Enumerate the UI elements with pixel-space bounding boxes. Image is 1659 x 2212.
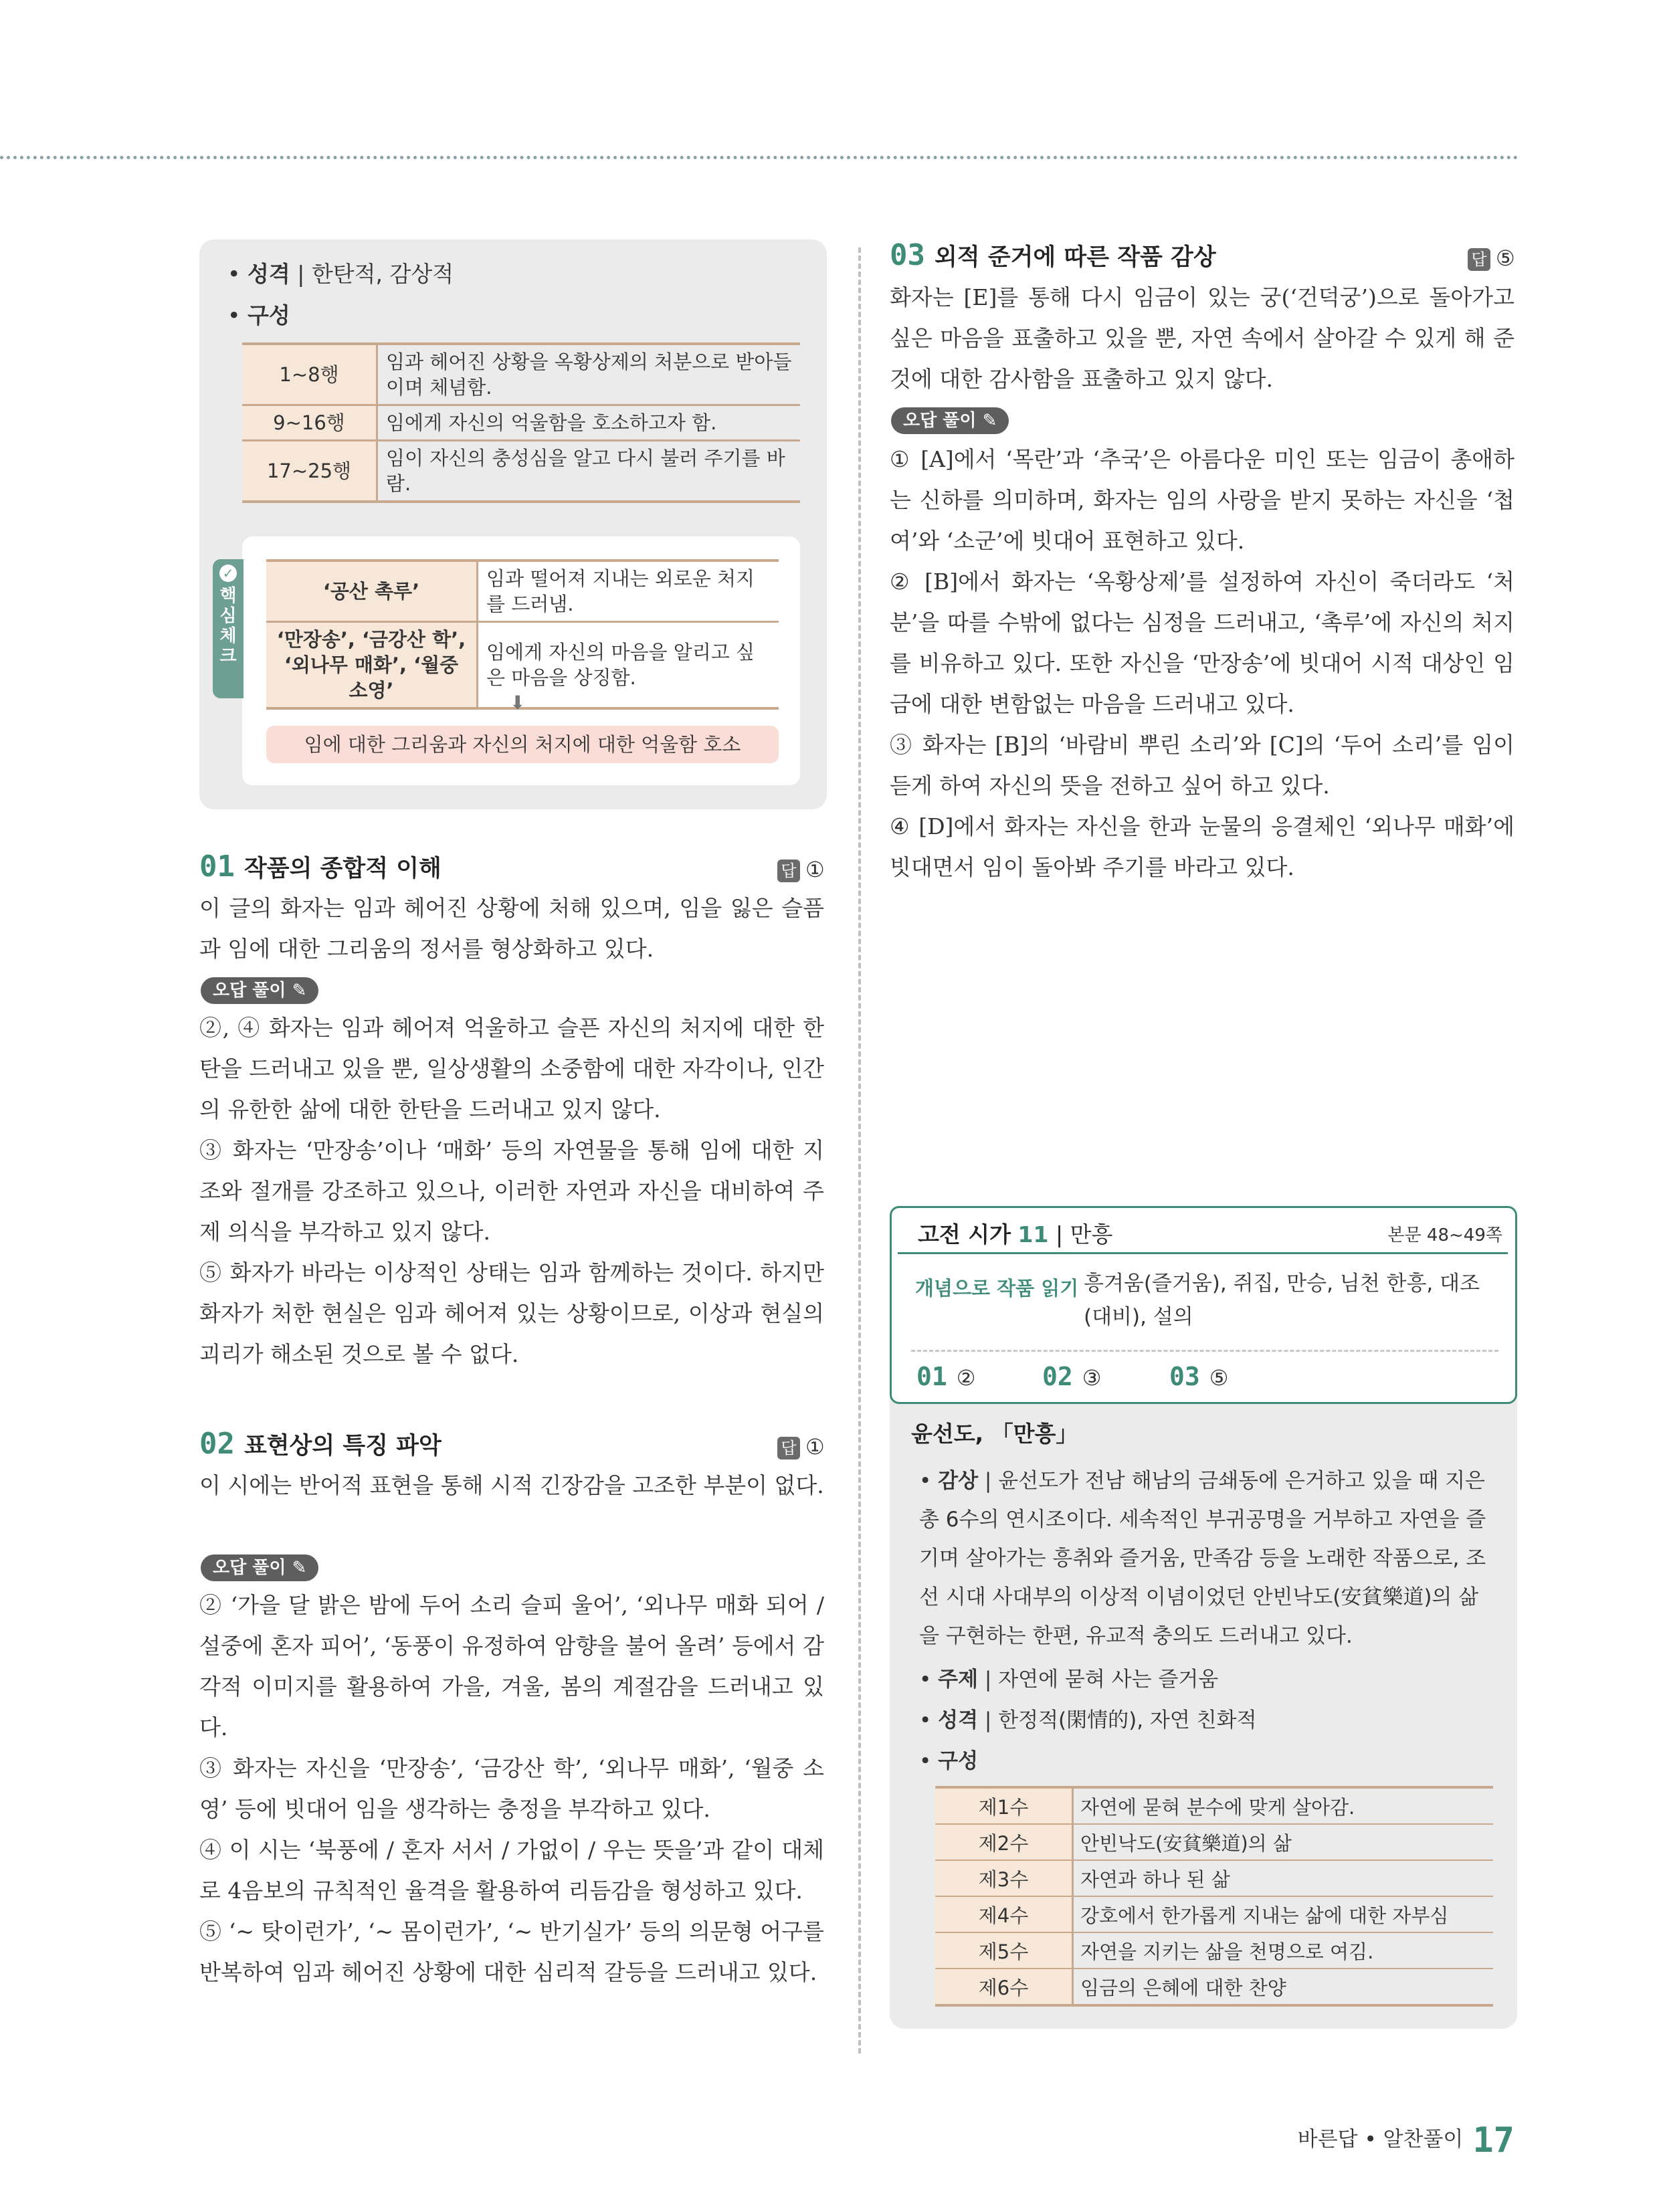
q03-heading: 03 외적 준거에 따른 작품 감상 bbox=[890, 238, 1216, 272]
answer-icon: 답 bbox=[1468, 248, 1490, 271]
q01-answer: 답 ① bbox=[777, 853, 825, 886]
table-row: 제2수 안빈낙도(安貧樂道)의 삶 bbox=[935, 1824, 1493, 1860]
poem-bullet-nature: • 성격 | 한정적(閑情的), 자연 친화적 bbox=[919, 1708, 1257, 1732]
q02-explanations: ② ‘가을 달 밝은 밤에 두어 소리 슬피 울어’, ‘외나무 매화 되어 / 설중에 혼자 피어’, ‘동풍이 유정하여 암향을 불어 올려’ 등에서 감각적 이미지를 활용하여 가을, 겨울, 봄의 계절감을 드러내고 있다. ③ 화자는 자신을 ‘만장송’, ‘금강산 학’, ‘외나무 매화’, ‘월중 소영’ 등에 빗대어 임을 생각하는 충정을 부각하고 있다. ④ 이 시는 ‘북풍에 / 혼자 서서 / 가없이 / 우는 뜻을’과 같이 대체로 4음보의 규칙적인 율격을 활용하여 리듬감을 형성하고 있다. ⑤ ‘~ 탓이런가’, ‘~ 몸이런가’, ‘~ 반기실가’ 등의 의문형 어구를 반복하여 임과 헤어진 상황에 대한 심리적 갈등을 드러내고 있다. bbox=[199, 1592, 824, 1985]
answer-icon: 답 bbox=[777, 1437, 800, 1460]
poem-bullet-structure: • 구성 bbox=[919, 1749, 979, 1773]
q02-wrong-answer-badge: 오답 풀이 ✎ bbox=[201, 1554, 318, 1581]
summary-bullet-structure: • 구성 bbox=[227, 302, 290, 328]
q03-body: 화자는 [E]를 통해 다시 임금이 있는 궁(‘건덕궁’)으로 돌아가고 싶은 마음을 표출하고 있을 뿐, 자연 속에서 살아갈 수 있게 해 준 것에 대한 감사함을 표출하고 있지 않다. bbox=[890, 284, 1515, 392]
key-check-tab: ✓ 핵 심 체 크 bbox=[213, 559, 243, 698]
poem-title: 윤선도, 「만흥」 bbox=[911, 1421, 1078, 1447]
quick-answer-03: 03 ⑤ bbox=[1169, 1362, 1229, 1391]
table-row: 17~25행 임이 자신의 충성심을 알고 다시 불러 주기를 바람. bbox=[242, 441, 800, 502]
table-row: 제6수 임금의 은혜에 대한 찬양 bbox=[935, 1969, 1493, 2005]
summary-structure-table bbox=[242, 342, 800, 503]
key-check-table bbox=[266, 559, 779, 710]
q01-heading: 01 작품의 종합적 이해 bbox=[199, 849, 442, 884]
q03-explanations: ① [A]에서 ‘목란’과 ‘추국’은 아름다운 미인 또는 임금이 총애하는 신하를 의미하며, 화자는 임의 사랑을 받지 못하는 자신을 ‘첩여’와 ‘소군’에 빗대어 표현하고 있다. ② [B]에서 화자는 ‘옥황상제’를 설정하여 자신이 죽더라도 ‘처분’을 따를 수밖에 없다는 심정을 드러내고, ‘촉루’에 자신의 처지를 비유하고 있다. 또한 자신을 ‘만장송’에 빗대어 시적 대상인 임금에 대한 변함없는 마음을 드러내고 있다. ③ 화자는 [B]의 ‘바람비 뿌린 소리’와 [C]의 ‘두어 소리’를 임이 듣게 하여 자신의 뜻을 전하고 싶어 하고 있다. ④ [D]에서 화자는 자신을 한과 눈물의 응결체인 ‘외나무 매화’에 빗대면서 임이 돌아봐 주기를 바라고 있다. bbox=[890, 446, 1515, 880]
q02-body: 이 시에는 반어적 표현을 통해 시적 긴장감을 고조한 부분이 없다. bbox=[199, 1472, 824, 1498]
classic-poem-label: 고전 시가 11 | 만흥 bbox=[918, 1221, 1113, 1247]
table-row: 제1수 자연에 묻혀 분수에 맞게 살아감. bbox=[935, 1787, 1493, 1824]
down-arrow-icon: ⬇ bbox=[510, 692, 526, 714]
table-row: ‘만장송’, ‘금강산 학’, ‘외나무 매화’, ‘월중 소영’ 임에게 자신의 마음을 알리고 싶은 마음을 상징함. bbox=[266, 622, 779, 709]
page-number: 17 bbox=[1472, 2120, 1515, 2160]
q02-answer: 답 ① bbox=[777, 1431, 825, 1463]
footer-label: 바른답 • 알찬풀이 bbox=[1297, 2127, 1464, 2152]
q01-body: 이 글의 화자는 임과 헤어진 상황에 처해 있으며, 임을 잃은 슬픔과 임에 대한 그리움의 정서를 형상화하고 있다. bbox=[199, 895, 824, 962]
q01-wrong-answer-badge: 오답 풀이 ✎ bbox=[201, 977, 318, 1004]
table-row: ‘공산 촉루’ 임과 떨어져 지내는 외로운 처지를 드러냄. bbox=[266, 561, 779, 622]
poem-bullet-appreciation: • 감상 | 윤선도가 전남 해남의 금쇄동에 은거하고 있을 때 지은 총 6수의 연시조이다. 세속적인 부귀공명을 거부하고 자연을 즐기며 살아가는 흥취와 즐거움, 만족감 등을 노래한 작품으로, 조선 시대 사대부의 이상적 이념이었던 안빈낙도(安貧樂道)의 삶을 구현하는 한편, 유교적 충의도 드러내고 있다. bbox=[919, 1469, 1486, 1648]
quick-answer-02: 02 ③ bbox=[1042, 1362, 1102, 1391]
classic-poem-title-bar bbox=[898, 1212, 1508, 1254]
q02-heading: 02 표현상의 특징 파악 bbox=[199, 1427, 442, 1461]
table-row: 9~16행 임에게 자신의 억울함을 호소하고자 함. bbox=[242, 405, 800, 441]
q03-answer: 답 ⑤ bbox=[1468, 242, 1515, 274]
page-reference: 본문 48~49쪽 bbox=[1387, 1225, 1502, 1245]
q03-wrong-answer-badge: 오답 풀이 ✎ bbox=[891, 407, 1009, 434]
summary-bullet-nature: • 성격 | 한탄적, 감상적 bbox=[227, 261, 454, 287]
table-row: 제4수 강호에서 한가롭게 지내는 삶에 대한 자부심 bbox=[935, 1896, 1493, 1932]
keyword-list: 흥겨움(즐거움), 쥐집, 만승, 님천 한흥, 대조(대비), 설의 bbox=[1084, 1272, 1480, 1329]
keyword-label: 개념으로 작품 읽기 bbox=[915, 1277, 1079, 1300]
key-check-conclusion: 임에 대한 그리움과 자신의 처지에 대한 억울함 호소 bbox=[266, 726, 779, 763]
dashed-divider bbox=[911, 1350, 1498, 1352]
table-row: 1~8행 임과 헤어진 상황을 옥황상제의 처분으로 받아들이며 체념함. bbox=[242, 344, 800, 405]
table-row: 제5수 자연을 지키는 삶을 천명으로 여김. bbox=[935, 1932, 1493, 1969]
column-separator bbox=[858, 247, 861, 2053]
q01-explanations: ②, ④ 화자는 임과 헤어져 억울하고 슬픈 자신의 처지에 대한 한탄을 드러내고 있을 뿐, 일상생활의 소중함에 대한 자각이나, 인간의 유한한 삶에 대한 한탄을 드러내고 있지 않다. ③ 화자는 ‘만장송’이나 ‘매화’ 등의 자연물을 통해 임에 대한 지조와 절개를 강조하고 있으나, 이러한 자연과 자신을 대비하여 주제 의식을 부각하고 있지 않다. ⑤ 화자가 바라는 이상적인 상태는 임과 함께하는 것이다. 하지만 화자가 처한 현실은 임과 헤어져 있는 상황이므로, 이상과 현실의 괴리가 해소된 것으로 볼 수 없다. bbox=[199, 1015, 824, 1367]
poem-structure-table bbox=[935, 1786, 1493, 2007]
top-dotted-rule bbox=[0, 156, 1519, 159]
page-footer bbox=[1298, 2120, 1515, 2160]
table-row: 제3수 자연과 하나 된 삶 bbox=[935, 1860, 1493, 1896]
quick-answer-01: 01 ② bbox=[916, 1362, 976, 1391]
answer-icon: 답 bbox=[777, 860, 800, 882]
poem-bullet-theme: • 주제 | 자연에 묻혀 사는 즐거움 bbox=[919, 1668, 1219, 1692]
check-circle-icon: ✓ bbox=[219, 565, 237, 582]
